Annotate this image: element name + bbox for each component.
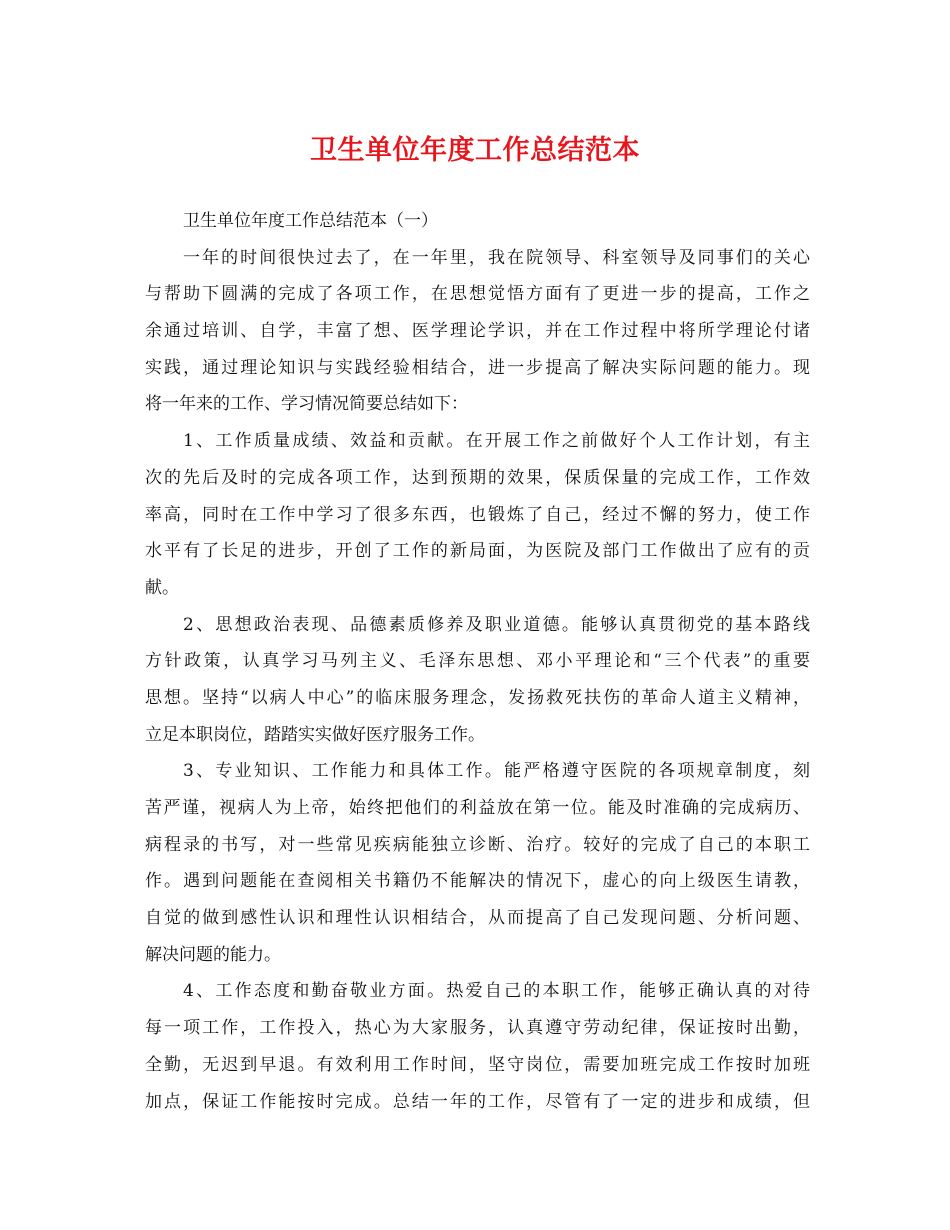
document-line: 苦严谨，视病人为上帝，始终把他们的利益放在第一位。能及时准确的完成病历、 [145,798,810,818]
document-line: 立足本职岗位，踏踏实实做好医疗服务工作。 [145,724,485,745]
document-line: 将一年来的工作、学习情况简要总结如下： [145,394,468,415]
document-line: 卫生单位年度工作总结范本（一） [183,211,438,231]
document-line: 4、工作态度和勤奋敬业方面。热爱自己的本职工作，能够正确认真的对待 [183,981,810,1002]
document-line: 全勤，无迟到早退。有效利用工作时间，坚守岗位，需要加班完成工作按时加班 [145,1054,810,1075]
document-title: 卫生单位年度工作总结范本 [310,135,640,166]
document-line: 水平有了长足的进步，开创了工作的新局面，为医院及部门工作做出了应有的贡 [145,541,810,562]
document-line: 加点，保证工作能按时完成。总结一年的工作，尽管有了一定的进步和成绩，但 [145,1091,810,1112]
document-line: 思想。坚持“以病人中心”的临床服务理念，发扬救死扶伤的革命人道主义精神， [145,687,810,708]
document-line: 2、思想政治表现、品德素质修养及职业道德。能够认真贯彻党的基本路线 [183,614,810,635]
document-body [145,203,810,1120]
document-line: 与帮助下圆满的完成了各项工作，在思想觉悟方面有了更进一步的提高，工作之 [145,284,810,305]
document-line: 作。遇到问题能在查阅相关书籍仍不能解决的情况下，虚心的向上级医生请教， [145,871,810,892]
document-line: 余通过培训、自学，丰富了想、医学理论学识，并在工作过程中将所学理论付诸 [145,321,810,342]
document-line: 解决问题的能力。 [145,944,281,965]
document-line: 方针政策，认真学习马列主义、毛泽东思想、邓小平理论和“三个代表”的重要 [145,651,810,672]
document-line: 1、工作质量成绩、效益和贡献。在开展工作之前做好个人工作计划，有主 [183,431,810,452]
document-line: 率高，同时在工作中学习了很多东西，也锻炼了自己，经过不懈的努力，使工作 [145,504,810,525]
document-line: 实践，通过理论知识与实践经验相结合，进一步提高了解决实际问题的能力。现 [145,357,810,378]
document-line: 3、专业知识、工作能力和具体工作。能严格遵守医院的各项规章制度，刻 [183,761,810,782]
document-line: 次的先后及时的完成各项工作，达到预期的效果，保质保量的完成工作，工作效 [145,467,810,488]
document-line: 献。 [145,577,179,598]
document-line: 一年的时间很快过去了，在一年里，我在院领导、科室领导及同事们的关心 [183,247,810,268]
document-line: 每一项工作，工作投入，热心为大家服务，认真遵守劳动纪律，保证按时出勤， [145,1018,810,1039]
document-line: 病程录的书写，对一些常见疾病能独立诊断、治疗。较好的完成了自己的本职工 [145,834,810,855]
document-line: 自觉的做到感性认识和理性认识相结合，从而提高了自己发现问题、分析问题、 [145,908,810,929]
